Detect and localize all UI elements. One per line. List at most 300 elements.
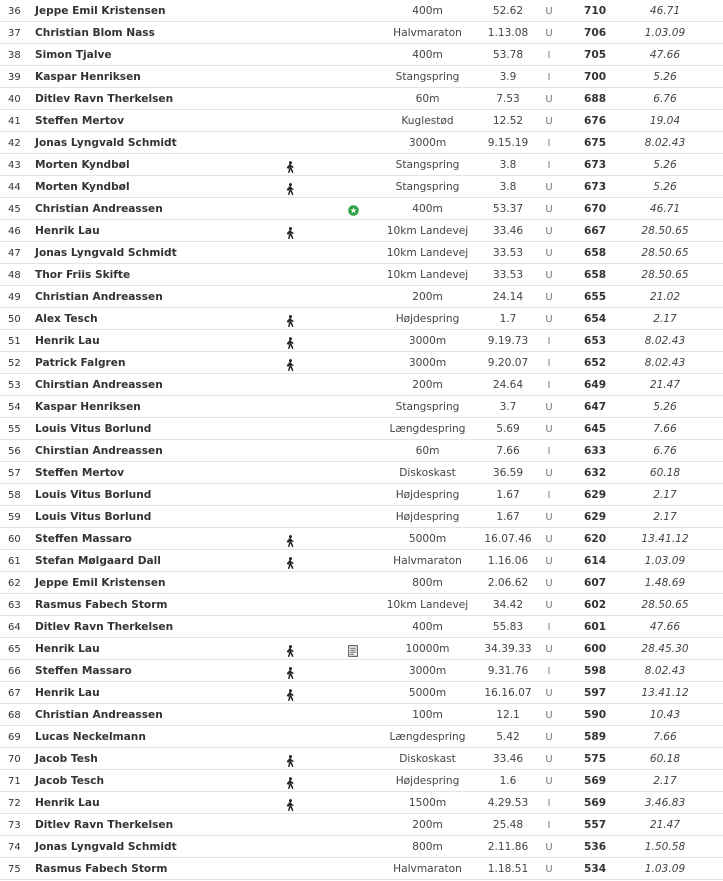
event-cell: 10km Landevej [386,247,469,259]
table-row[interactable] [0,220,723,242]
walker-icon [285,557,295,569]
world-record-cell: 28.45.30 [641,643,689,655]
event-cell: 10km Landevej [386,599,469,611]
table-row[interactable] [0,352,723,374]
event-cell: 10000m [405,643,450,655]
rank-cell: 65 [8,644,21,655]
document-icon [348,645,358,657]
result-cell: 1.16.06 [487,555,529,567]
table-row[interactable] [0,374,723,396]
event-cell: 800m [412,841,443,853]
rank-cell: 67 [8,688,21,699]
rank-cell: 37 [8,28,21,39]
athlete-icon-cell [283,506,297,527]
table-row[interactable] [0,176,723,198]
rank-cell: 48 [8,270,21,281]
walker-icon [285,337,295,349]
table-row[interactable] [0,660,723,682]
result-cell: 25.48 [492,819,524,831]
athlete-name[interactable]: Henrik Lau [35,225,100,237]
extra-icon-cell [345,638,361,659]
table-row[interactable] [0,154,723,176]
result-cell: 52.62 [492,5,524,17]
event-cell: 400m [412,203,443,215]
points-cell: 653 [584,335,607,347]
rank-cell: 44 [8,182,21,193]
table-row[interactable] [0,506,723,528]
points-cell: 600 [584,643,607,655]
rank-cell: 52 [8,358,21,369]
indoor-outdoor-cell: I [547,358,551,369]
world-record-cell: 28.50.65 [641,225,689,237]
extra-icon-cell [345,286,361,307]
points-cell: 645 [584,423,607,435]
indoor-outdoor-cell: I [547,798,551,809]
event-cell: Halvmaraton [393,863,462,875]
athlete-name[interactable]: Rasmus Fabech Storm [35,863,168,875]
table-row[interactable] [0,770,723,792]
result-cell: 33.46 [492,753,524,765]
event-cell: 400m [412,5,443,17]
athlete-name[interactable]: Henrik Lau [35,643,100,655]
world-record-cell: 21.47 [649,819,681,831]
result-cell: 3.9 [499,71,517,83]
points-cell: 673 [584,181,607,193]
indoor-outdoor-cell: U [545,248,553,259]
world-record-cell: 19.04 [649,115,681,127]
table-row[interactable] [0,462,723,484]
extra-icon-cell [345,66,361,87]
athlete-name[interactable]: Thor Friis Skifte [35,269,131,281]
event-cell: Længdespring [389,731,466,743]
athlete-name[interactable]: Kaspar Henriksen [35,401,141,413]
indoor-outdoor-cell: U [545,864,553,875]
world-record-cell: 13.41.12 [641,533,689,545]
result-cell: 1.7 [499,313,517,325]
indoor-outdoor-cell: I [547,138,551,149]
extra-icon-cell [345,352,361,373]
extra-icon-cell [345,220,361,241]
athlete-icon-cell [283,308,297,329]
extra-icon-cell [345,506,361,527]
athlete-name[interactable]: Steffen Mertov [35,115,125,127]
points-cell: 534 [584,863,607,875]
result-cell: 9.20.07 [487,357,529,369]
result-cell: 34.39.33 [484,643,532,655]
rank-cell: 55 [8,424,21,435]
athlete-icon-cell [283,484,297,505]
world-record-cell: 5.26 [653,71,677,83]
world-record-cell: 5.26 [653,401,677,413]
rank-cell: 51 [8,336,21,347]
athlete-name[interactable]: Louis Vitus Borlund [35,511,152,523]
table-row[interactable] [0,550,723,572]
athlete-name[interactable]: Morten Kyndbøl [35,159,130,171]
event-cell: 400m [412,621,443,633]
table-row[interactable] [0,484,723,506]
points-cell: 590 [584,709,607,721]
extra-icon-cell [345,704,361,725]
result-cell: 3.7 [499,401,517,413]
athlete-name[interactable]: Ditlev Ravn Therkelsen [35,93,174,105]
athlete-name[interactable]: Simon Tjalve [35,49,112,61]
rank-cell: 72 [8,798,21,809]
indoor-outdoor-cell: U [545,710,553,721]
points-cell: 652 [584,357,607,369]
athlete-name[interactable]: Steffen Mertov [35,467,125,479]
table-row[interactable] [0,264,723,286]
athlete-name[interactable]: Jeppe Emil Kristensen [35,5,166,17]
athlete-name[interactable]: Christian Andreassen [35,291,163,303]
table-row[interactable] [0,814,723,836]
table-row[interactable] [0,748,723,770]
rank-cell: 40 [8,94,21,105]
world-record-cell: 8.02.43 [644,665,686,677]
result-cell: 1.18.51 [487,863,529,875]
extra-icon-cell [345,0,361,21]
event-cell: 10km Landevej [386,225,469,237]
extra-icon-cell [345,660,361,681]
table-row[interactable] [0,308,723,330]
rank-cell: 49 [8,292,21,303]
athlete-icon-cell [283,352,297,373]
result-cell: 33.53 [492,247,524,259]
indoor-outdoor-cell: U [545,116,553,127]
athlete-name[interactable]: Jonas Lyngvald Schmidt [35,137,177,149]
walker-icon [285,645,295,657]
result-cell: 55.83 [492,621,524,633]
indoor-outdoor-cell: U [545,468,553,479]
athlete-name[interactable]: Patrick Falgren [35,357,126,369]
rank-cell: 59 [8,512,21,523]
athlete-name[interactable]: Christian Blom Nass [35,27,155,39]
points-cell: 629 [584,489,607,501]
walker-icon [285,183,295,195]
event-cell: Højdespring [395,313,460,325]
walker-icon [285,535,295,547]
world-record-cell: 1.50.58 [644,841,686,853]
rank-cell: 36 [8,6,21,17]
athlete-name[interactable]: Chirstian Andreassen [35,445,163,457]
extra-icon-cell [345,242,361,263]
table-row[interactable] [0,396,723,418]
table-row[interactable] [0,22,723,44]
athlete-icon-cell [283,418,297,439]
extra-icon-cell [345,264,361,285]
world-record-cell: 6.76 [653,445,677,457]
points-cell: 710 [584,5,607,17]
athlete-name[interactable]: Chirstian Andreassen [35,379,163,391]
world-record-cell: 28.50.65 [641,599,689,611]
table-row[interactable] [0,594,723,616]
extra-icon-cell [345,528,361,549]
indoor-outdoor-cell: U [545,270,553,281]
world-record-cell: 47.66 [649,621,681,633]
athlete-icon-cell [283,770,297,791]
table-row[interactable] [0,242,723,264]
indoor-outdoor-cell: I [547,666,551,677]
event-cell: Stangspring [395,159,460,171]
rank-cell: 41 [8,116,21,127]
indoor-outdoor-cell: I [547,380,551,391]
indoor-outdoor-cell: U [545,94,553,105]
indoor-outdoor-cell: I [547,72,551,83]
indoor-outdoor-cell: U [545,6,553,17]
indoor-outdoor-cell: U [545,534,553,545]
athlete-icon-cell [283,66,297,87]
extra-icon-cell [345,88,361,109]
points-cell: 575 [584,753,607,765]
world-record-cell: 21.47 [649,379,681,391]
extra-icon-cell [345,418,361,439]
athlete-icon-cell [283,638,297,659]
result-cell: 1.67 [496,511,520,523]
indoor-outdoor-cell: U [545,226,553,237]
athlete-name[interactable]: Louis Vitus Borlund [35,489,152,501]
table-row[interactable] [0,440,723,462]
rank-cell: 69 [8,732,21,743]
points-cell: 632 [584,467,607,479]
extra-icon-cell [345,770,361,791]
points-cell: 655 [584,291,607,303]
points-cell: 658 [584,269,607,281]
athlete-name[interactable]: Jacob Tesh [35,753,98,765]
indoor-outdoor-cell: U [545,28,553,39]
points-cell: 614 [584,555,607,567]
rank-cell: 43 [8,160,21,171]
result-cell: 24.64 [492,379,524,391]
indoor-outdoor-cell: I [547,50,551,61]
rank-cell: 39 [8,72,21,83]
walker-icon [285,667,295,679]
world-record-cell: 47.66 [649,49,681,61]
athlete-name[interactable]: Kaspar Henriksen [35,71,141,83]
result-cell: 7.53 [496,93,520,105]
world-record-cell: 2.17 [653,313,677,325]
indoor-outdoor-cell: U [545,600,553,611]
walker-icon [285,689,295,701]
athlete-icon-cell [283,814,297,835]
result-cell: 1.67 [496,489,520,501]
athlete-icon-cell [283,22,297,43]
points-cell: 700 [584,71,607,83]
table-row[interactable] [0,198,723,220]
points-cell: 654 [584,313,607,325]
table-row[interactable] [0,528,723,550]
athlete-name[interactable]: Henrik Lau [35,687,100,699]
athlete-name[interactable]: Jeppe Emil Kristensen [35,577,166,589]
athlete-name[interactable]: Jonas Lyngvald Schmidt [35,841,177,853]
athlete-icon-cell [283,88,297,109]
extra-icon-cell [345,330,361,351]
athlete-icon-cell [283,748,297,769]
event-cell: 1500m [408,797,447,809]
indoor-outdoor-cell: U [545,204,553,215]
event-cell: Diskoskast [399,753,456,765]
extra-icon-cell [345,132,361,153]
table-row[interactable] [0,132,723,154]
athlete-icon-cell [283,594,297,615]
athlete-icon-cell [283,858,297,879]
world-record-cell: 13.41.12 [641,687,689,699]
athlete-icon-cell [283,726,297,747]
athlete-name[interactable]: Jonas Lyngvald Schmidt [35,247,177,259]
indoor-outdoor-cell: U [545,292,553,303]
rank-cell: 73 [8,820,21,831]
table-row[interactable] [0,66,723,88]
result-cell: 2.11.86 [487,841,529,853]
extra-icon-cell [345,44,361,65]
rank-cell: 54 [8,402,21,413]
athlete-icon-cell [283,374,297,395]
athlete-name[interactable]: Christian Andreassen [35,203,163,215]
athlete-icon-cell [283,396,297,417]
world-record-cell: 8.02.43 [644,357,686,369]
extra-icon-cell [345,110,361,131]
rank-cell: 53 [8,380,21,391]
table-row[interactable] [0,572,723,594]
world-record-cell: 1.03.09 [644,27,686,39]
athlete-icon-cell [283,616,297,637]
world-record-cell: 21.02 [649,291,681,303]
indoor-outdoor-cell: U [545,644,553,655]
athlete-icon-cell [283,330,297,351]
indoor-outdoor-cell: U [545,512,553,523]
event-cell: 3000m [408,357,447,369]
athlete-name[interactable]: Henrik Lau [35,797,100,809]
athlete-name[interactable]: Steffen Massaro [35,665,132,677]
athlete-name[interactable]: Ditlev Ravn Therkelsen [35,621,174,633]
athlete-name[interactable]: Louis Vitus Borlund [35,423,152,435]
rank-cell: 50 [8,314,21,325]
event-cell: 60m [415,93,440,105]
table-row[interactable] [0,726,723,748]
event-cell: 400m [412,49,443,61]
points-cell: 647 [584,401,607,413]
athlete-name[interactable]: Stefan Mølgaard Dall [35,555,161,567]
walker-icon [285,755,295,767]
points-cell: 676 [584,115,607,127]
result-cell: 9.19.73 [487,335,529,347]
event-cell: Stangspring [395,71,460,83]
rank-cell: 70 [8,754,21,765]
points-cell: 629 [584,511,607,523]
athlete-icon-cell [283,44,297,65]
athlete-name[interactable]: Henrik Lau [35,335,100,347]
table-row[interactable] [0,792,723,814]
result-cell: 16.07.46 [484,533,532,545]
walker-icon [285,161,295,173]
points-cell: 705 [584,49,607,61]
extra-icon-cell [345,594,361,615]
table-row[interactable] [0,418,723,440]
indoor-outdoor-cell: U [545,842,553,853]
event-cell: 800m [412,577,443,589]
world-record-cell: 7.66 [653,423,677,435]
event-cell: Stangspring [395,401,460,413]
rank-cell: 75 [8,864,21,875]
walker-icon [285,315,295,327]
athlete-icon-cell [283,572,297,593]
result-cell: 3.8 [499,181,517,193]
table-row[interactable] [0,836,723,858]
points-cell: 601 [584,621,607,633]
points-cell: 670 [584,203,607,215]
table-row[interactable] [0,0,723,22]
table-row[interactable] [0,682,723,704]
rank-cell: 68 [8,710,21,721]
athlete-name[interactable]: Ditlev Ravn Therkelsen [35,819,174,831]
athlete-name[interactable]: Lucas Neckelmann [35,731,146,743]
athlete-icon-cell [283,176,297,197]
athlete-name[interactable]: Jacob Tesch [35,775,105,787]
result-cell: 33.53 [492,269,524,281]
event-cell: Stangspring [395,181,460,193]
world-record-cell: 6.76 [653,93,677,105]
table-row[interactable] [0,704,723,726]
extra-icon-cell [345,792,361,813]
extra-icon-cell [345,440,361,461]
extra-icon-cell [345,308,361,329]
indoor-outdoor-cell: U [545,402,553,413]
world-record-cell: 28.50.65 [641,269,689,281]
extra-icon-cell [345,836,361,857]
indoor-outdoor-cell: U [545,556,553,567]
event-cell: Halvmaraton [393,27,462,39]
athlete-name[interactable]: Steffen Massaro [35,533,132,545]
world-record-cell: 8.02.43 [644,137,686,149]
points-cell: 706 [584,27,607,39]
world-record-cell: 7.66 [653,731,677,743]
walker-icon [285,777,295,789]
athlete-name[interactable]: Alex Tesch [35,313,98,325]
points-cell: 607 [584,577,607,589]
athlete-name[interactable]: Christian Andreassen [35,709,163,721]
result-cell: 36.59 [492,467,524,479]
table-row[interactable] [0,110,723,132]
athlete-icon-cell [283,0,297,21]
extra-icon-cell [345,616,361,637]
table-row[interactable] [0,330,723,352]
points-cell: 589 [584,731,607,743]
table-row[interactable] [0,616,723,638]
table-row[interactable] [0,44,723,66]
result-cell: 5.42 [496,731,520,743]
event-cell: 200m [412,819,443,831]
event-cell: 60m [415,445,440,457]
table-row[interactable] [0,88,723,110]
athlete-icon-cell [283,704,297,725]
athlete-icon-cell [283,528,297,549]
rank-cell: 56 [8,446,21,457]
athlete-name[interactable]: Morten Kyndbøl [35,181,130,193]
result-cell: 5.69 [496,423,520,435]
event-cell: Længdespring [389,423,466,435]
world-record-cell: 5.26 [653,159,677,171]
athlete-name[interactable]: Rasmus Fabech Storm [35,599,168,611]
table-row[interactable] [0,286,723,308]
points-cell: 536 [584,841,607,853]
athlete-icon-cell [283,550,297,571]
extra-icon-cell [345,726,361,747]
points-cell: 569 [584,797,607,809]
athlete-icon-cell [283,198,297,219]
world-record-cell: 3.46.83 [644,797,686,809]
event-cell: Højdespring [395,775,460,787]
extra-icon-cell [345,814,361,835]
table-row[interactable] [0,638,723,660]
points-cell: 633 [584,445,607,457]
